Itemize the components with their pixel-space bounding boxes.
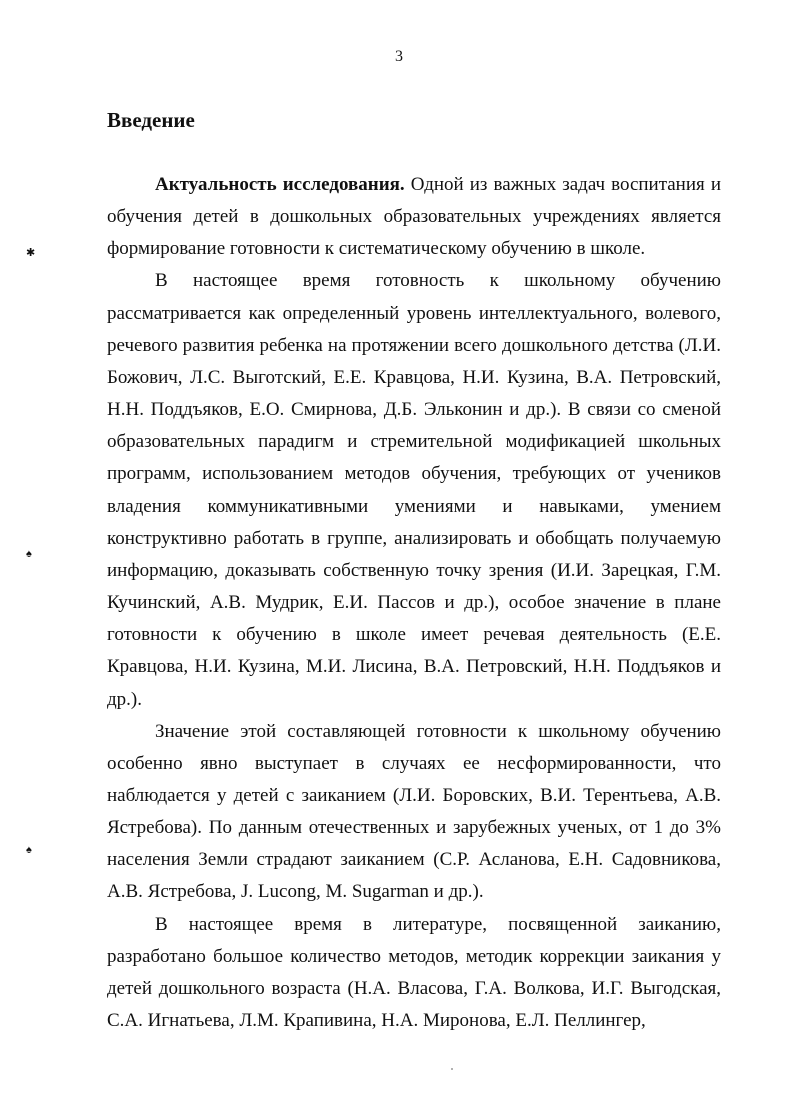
paragraph-1-text: Одной из важных задач воспитания и обучения детей в дошкольных образовательных учреждениях является формирование готовности к систематическому обучению в школе. [107,174,721,260]
page-number: 3 [395,48,403,65]
scan-dot-mark-icon [451,1068,453,1070]
paragraph-4: В настоящее время в литературе, посвященной заиканию, разработано большое количество методов, методик коррекции заикания у детей дошкольного возраста (Н.А. Власова, Г.А. Волкова, И.Г. Выгодская, С.А. Игнатьева, Л.М. Крапивина, Н.А. Миронова, Е.Л. Пеллингер, [107,913,721,1032]
paragraph-3: Значение этой составляющей готовности к школьному обучению особенно явно выступает в случаях ее несформированности, что наблюдается у детей с заиканием (Л.И. Боровских, В.И. Терентьева, А.В. Ястребова). По данным отечественных и зарубежных ученых, от 1 до 3% населения Земли страдают заиканием (С.Р. Асланова, Е.Н. Садовникова, А.В. Ястребова, J. Lucong, M. Sugarman и др.). [107,720,721,903]
section-heading: Введение [107,108,195,132]
scan-margin-mark-icon: ♠ [26,548,32,560]
body-text [107,169,721,1037]
paragraph-lead: Актуальность исследования. [155,174,405,195]
scan-margin-mark-icon: ♠ [26,844,32,856]
paragraph-1 [107,169,721,265]
paragraph-2: В настоящее время готовность к школьному обучению рассматривается как определенный уровень интеллектуального, волевого, речевого развития ребенка на протяжении всего дошкольного детства (Л.И. Божович, Л.С. Выготский, Е.Е. Кравцова, Н.И. Кузина, В.А. Петровский, Н.Н. Поддъяков, Е.О. Смирнова, Д.Б. Эльконин и др.). В связи со сменой образовательных парадигм и стремительной модификацией школьных программ, использованием методов обучения, требующих от учеников владения коммуникативными умениями и навыками, умением конструктивно работать в группе, анализировать и обобщать получаемую информацию, доказывать собственную точку зрения (И.И. Зарецкая, Г.М. Кучинский, А.В. Мудрик, Е.И. Пассов и др.), особое значение в плане готовности к обучению в школе имеет речевая деятельность (Е.Е. Кравцова, Н.И. Кузина, М.И. Лисина, В.А. Петровский, Н.Н. Поддъяков и др.). [107,270,721,710]
scan-margin-mark-icon: ✱ [26,247,36,259]
